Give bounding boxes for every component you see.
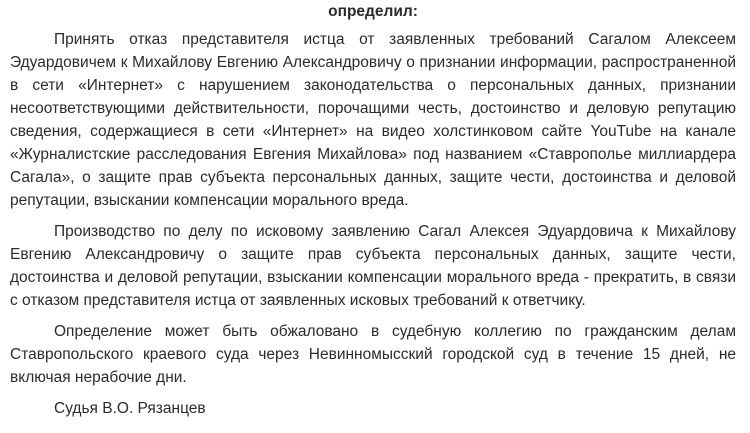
court-ruling-document bbox=[10, 0, 736, 420]
ruling-heading: определил: bbox=[328, 3, 418, 20]
judge-signature: Судья В.О. Рязанцев bbox=[54, 400, 206, 417]
ruling-paragraph-2: Производство по делу по исковому заявлению Сагал Алексея Эдуардовича к Михайлову Евгению Александровичу о защите прав субъекта персональных данных, защите чести, достоинства и деловой репутации, взыскании компенсации морального вреда - прекратить, в связи с отказом представителя истца от заявленных исковых требований к ответчику. bbox=[10, 223, 736, 309]
ruling-paragraph-1: Принять отказ представителя истца от заявленных требований Сагалом Алексеем Эдуардовичем к Михайлову Евгению Александровичу о признании информации, распространенной в сети «Интернет» с нарушением законодательства о персональных данных, признании несоответствующими действительности, порочащими честь, достоинство и деловую репутацию сведения, содержащиеся в сети «Интернет» на видео холстинковом сайте YouTube на канале «Журналистские расследования Евгения Михайлова» под названием «Ставрополье миллиардера Сагала», о защите прав субъекта персональных данных, защите чести, достоинства и деловой репутации, взыскании компенсации морального вреда. bbox=[10, 31, 736, 209]
ruling-paragraph-3: Определение может быть обжаловано в судебную коллегию по гражданским делам Ставропольского краевого суда через Невинномысский городской суд в течение 15 дней, не включая нерабочие дни. bbox=[10, 323, 736, 386]
